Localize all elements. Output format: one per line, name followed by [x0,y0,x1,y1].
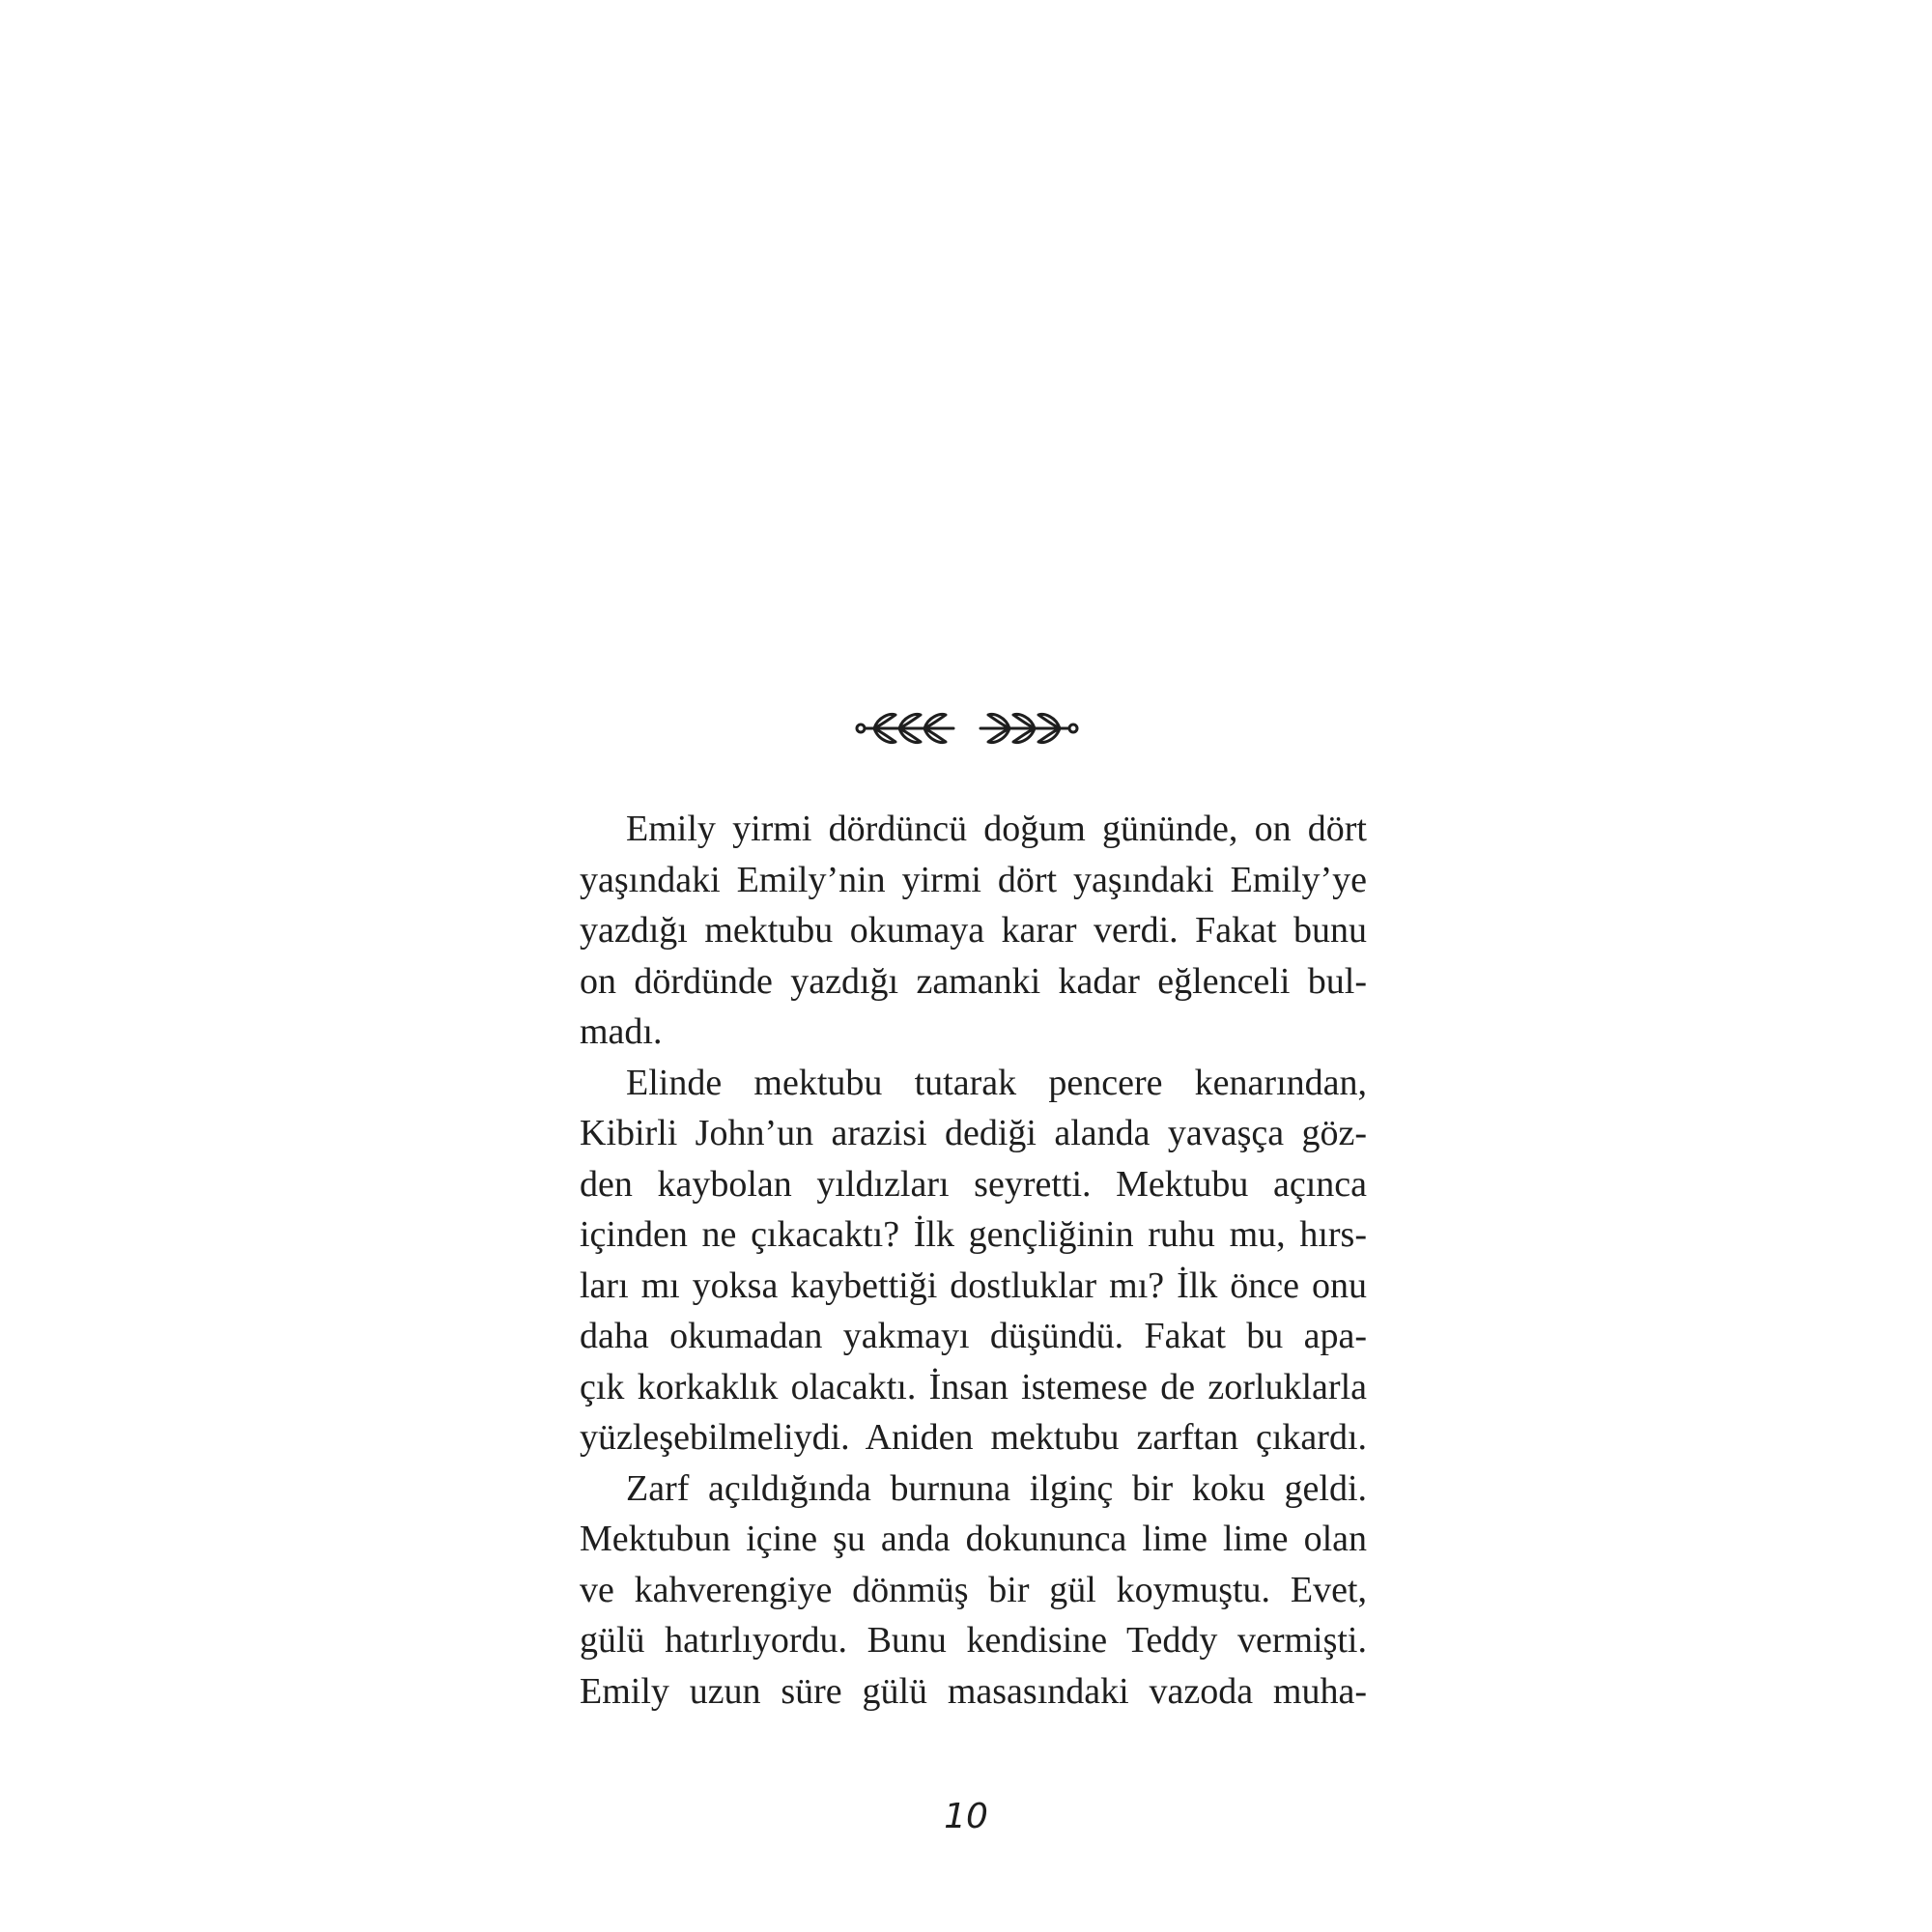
text-line: yaşındaki Emily’nin yirmi dört yaşındaki Emily’ye [580,859,1367,900]
text-line: Emily uzun süre gülü masasındaki vazoda muha- [580,1670,1367,1712]
text-line: Zarf açıldığında burnuna ilginç bir koku geldi. [626,1467,1367,1509]
text-line: yüzleşebilmeliydi. Aniden mektubu zarftan çıkardı. [580,1417,1367,1458]
text-line: den kaybolan yıldızları seyretti. Mektubu açınca [580,1163,1367,1205]
text-line: ve kahverengiye dönmüş bir gül koymuştu. Evet, [580,1569,1367,1610]
text-line: ları mı yoksa kaybettiği dostluklar mı? İlk önce onu [580,1264,1367,1306]
body-text [580,804,1367,1717]
text-line: gülü hatırlıyordu. Bunu kendisine Teddy vermişti. [580,1620,1367,1661]
text-line: içinden ne çıkacaktı? İlk gençliğinin ruhu mu, hırs- [580,1214,1367,1255]
text-line: daha okumadan yakmayı düşündü. Fakat bu apa- [580,1316,1367,1356]
leaf-vine-divider-icon [853,703,1081,753]
text-line: Mektubun içine şu anda dokununca lime lime olan [580,1519,1367,1559]
text-line: on dördünde yazdığı zamanki kadar eğlenceli bul- [580,960,1367,1002]
page-number: 10 [944,1797,988,1836]
text-line: çık korkaklık olacaktı. İnsan istemese de zorluklarla [580,1366,1367,1407]
text-line: Emily yirmi dördüncü doğum gününde, on dört [626,809,1367,849]
text-line: madı. [580,1011,663,1052]
text-line: Kibirli John’un arazisi dediği alanda yavaşça göz- [580,1113,1367,1153]
text-line: yazdığı mektubu okumaya karar verdi. Fakat bunu [580,910,1367,951]
text-line: Elinde mektubu tutarak pencere kenarından, [626,1062,1367,1103]
